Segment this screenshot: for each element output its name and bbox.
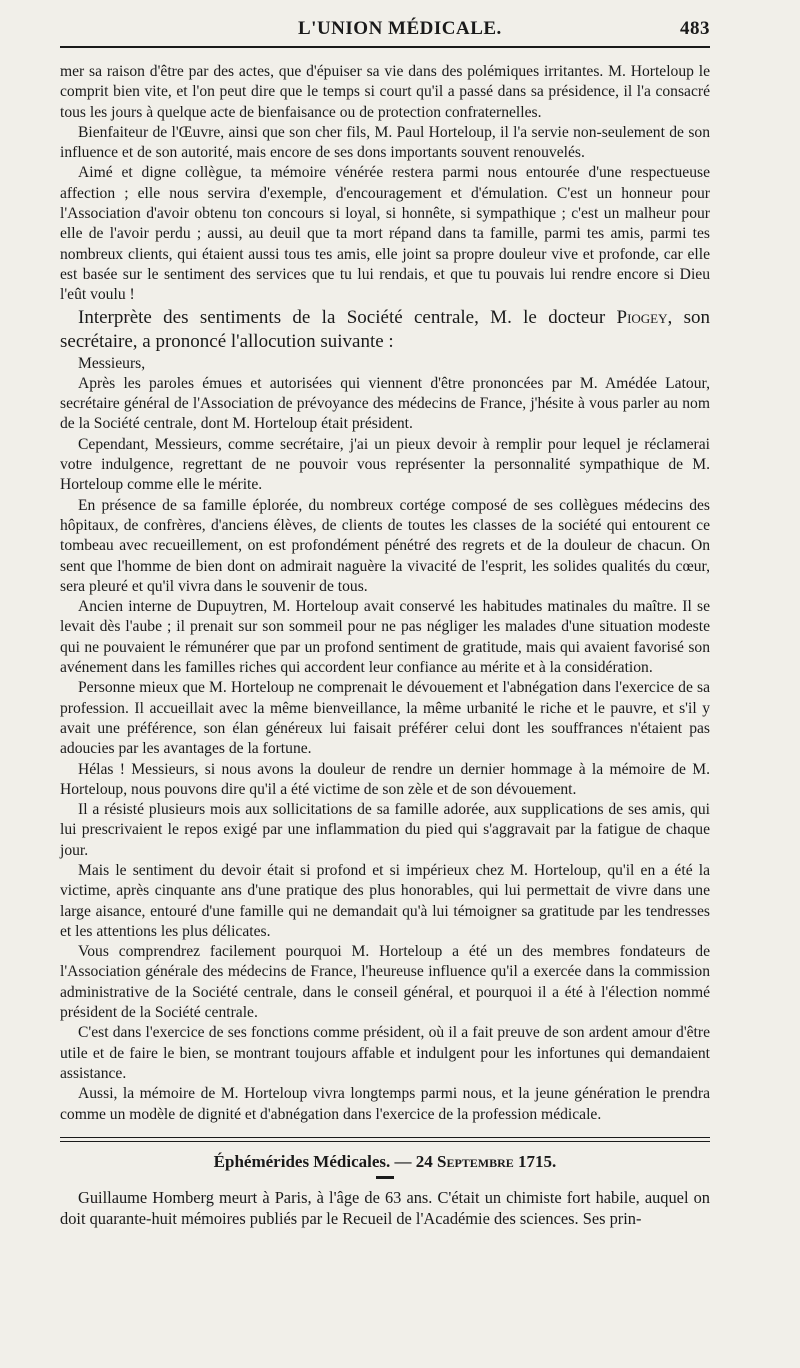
speech-paragraph: Cependant, Messieurs, comme secrétaire, j'ai un pieux devoir à remplir pour lequel je réclamerai votre indulgence, regrettant de ne pouvoir vous représenter la personnalité sympathique de M. Horteloup comme elle le mérite. <box>60 435 710 494</box>
speech-paragraph: Ancien interne de Dupuytren, M. Horteloup avait conservé les habitudes matinales du maître. Il se levait dès l'aube ; il prenait sur son sommeil pour ne pas négliger les malades d'une situation modeste qui ne pouvaient le rémunérer que par un profond sentiment de gratitude, mais qui avaient favorisé son avénement dans les familles riches qui accordent leur confiance au mérite et à la considération. <box>60 598 710 677</box>
intro-text-after: , son secrétaire, a prononcé l'allocution suivante : <box>60 306 710 352</box>
intro-text-before: Interprète des sentiments de la Société centrale, M. le docteur <box>78 306 617 328</box>
running-head <box>60 18 710 44</box>
speech-paragraph: Personne mieux que M. Horteloup ne comprenait le dévouement et l'abnégation dans l'exercice de sa profession. Il accueillait avec la même bienveillance, la même urbanité le riche et le pauvre, et s'il y avait une préférence, son élan généreux lui faisait préférer celui dont les souffrances n'étaient pas adoucies par les avantages de la fortune. <box>60 679 710 758</box>
speech-introduction <box>60 306 710 354</box>
ephemerides-dash: — <box>394 1151 412 1171</box>
speech-paragraph: Hélas ! Messieurs, si nous avons la douleur de rendre un dernier hommage à la mémoire de M. Horteloup, nous pouvons dire qu'il a été victime de son zèle et de son dévouement. <box>60 760 710 798</box>
journal-title: L'UNION MÉDICALE. <box>298 18 502 39</box>
speech-paragraph: Vous comprendrez facilement pourquoi M. Horteloup a été un des membres fondateurs de l'Association générale des médecins de France, l'heureuse influence qu'il a exercée dans la commission administrative de la Société centrale, dans le conseil général, et pourquoi il a été à l'élection nommé président de la Société centrale. <box>60 943 710 1022</box>
header-rule <box>60 46 710 48</box>
speech-paragraph: C'est dans l'exercice de ses fonctions comme président, où il a fait preuve de son ardent amour d'être utile et de faire le bien, se montrant toujours affable et indulgent pour les infortunes qui demandaient assistance. <box>60 1024 710 1082</box>
speech-paragraph: Aussi, la mémoire de M. Horteloup vivra longtemps parmi nous, et la jeune génération le prendra comme un modèle de dignité et d'abnégation dans l'exercice de la profession médicale. <box>60 1085 710 1123</box>
paragraph: Bienfaiteur de l'Œuvre, ainsi que son cher fils, M. Paul Horteloup, il l'a servie non-seulement de son influence et de son autorité, mais encore de ses dons importants souvent renouvelés. <box>60 123 710 162</box>
section-divider <box>60 1137 710 1142</box>
speaker-name: Piogey <box>616 306 668 328</box>
article-body <box>60 62 710 1125</box>
ephemerides-text: Guillaume Homberg meurt à Paris, à l'âge de 63 ans. C'était un chimiste fort habile, auquel on doit quarante-huit mémoires publiés par le Recueil de l'Académie des sciences. Ses prin- <box>60 1187 710 1228</box>
speech-paragraph: Mais le sentiment du devoir était si profond et si impérieux chez M. Horteloup, qu'il en a été la victime, après cinquante ans d'une pratique des plus honorables, qui lui permettait de vivre dans une large aisance, entouré d'une famille qui ne demandait qu'à lui témoigner sa gratitude par les tendresses et les attentions les plus délicates. <box>60 861 710 940</box>
ephemerides-date: 24 Septembre 1715. <box>415 1151 557 1171</box>
heading-dash-ornament <box>376 1176 394 1179</box>
speech-paragraph: Il a résisté plusieurs mois aux sollicitations de sa famille adorée, aux supplications de ses amis, qui lui prescrivaient le repos exigé par une inflammation du pied qui s'aggravait par la fatigue de chaque jour. <box>60 801 710 859</box>
paragraph: mer sa raison d'être par des actes, que d'épuiser sa vie dans des polémiques irritantes. M. Horteloup le comprit bien vite, et l'on peut dire que le temps si court qu'il a passé dans sa présidence, il l'a consacré tous les jours à quelque acte de bienfaisance ou de protection confraternelles. <box>60 63 710 121</box>
speech-paragraph: En présence de sa famille éplorée, du nombreux cortége composé de ses collègues médecins des hôpitaux, de confrères, d'anciens élèves, de clients de toutes les classes de la société qui entourent ce tombeau avec recueillement, on est profondément pénétré des regrets et de la douleur de chacun. On sent que l'homme de bien dont on admirait naguère la vivacité de l'esprit, les solides qualités du cœur, sera pleuré et qu'il vivra dans le souvenir de tous. <box>60 496 710 595</box>
ephemerides-heading <box>60 1152 710 1172</box>
speech-paragraph: Après les paroles émues et autorisées qui viennent d'être prononcées par M. Amédée Latour, secrétaire général de l'Association de prévoyance des médecins de France, j'hésite à vous parler au nom de la Société centrale, dont M. Horteloup était président. <box>60 374 710 433</box>
page-number: 483 <box>680 18 710 39</box>
ephemerides-title: Éphémérides Médicales. <box>213 1151 391 1171</box>
salutation: Messieurs, <box>78 354 146 372</box>
speech <box>60 354 710 1125</box>
paragraph: Aimé et digne collègue, ta mémoire vénérée restera parmi nous entourée d'une respectueuse affection ; elle nous servira d'exemple, d'encouragement et d'émulation. C'est un honneur pour l'Association d'avoir obtenu ton concours si loyal, si honnête, si sympathique ; c'est un malheur pour elle de l'avoir perdu ; aussi, au deuil que ta mort répand dans ta famille, parmi tes amis, parmi tes nombreux clients, qui étaient aussi tous tes amis, elle joint sa propre douleur vive et profonde, car elle est basée sur le sentiment des services que tu lui rendais, et que tu pouvais lui rendre encore si Dieu l'eût voulu ! <box>60 164 710 304</box>
